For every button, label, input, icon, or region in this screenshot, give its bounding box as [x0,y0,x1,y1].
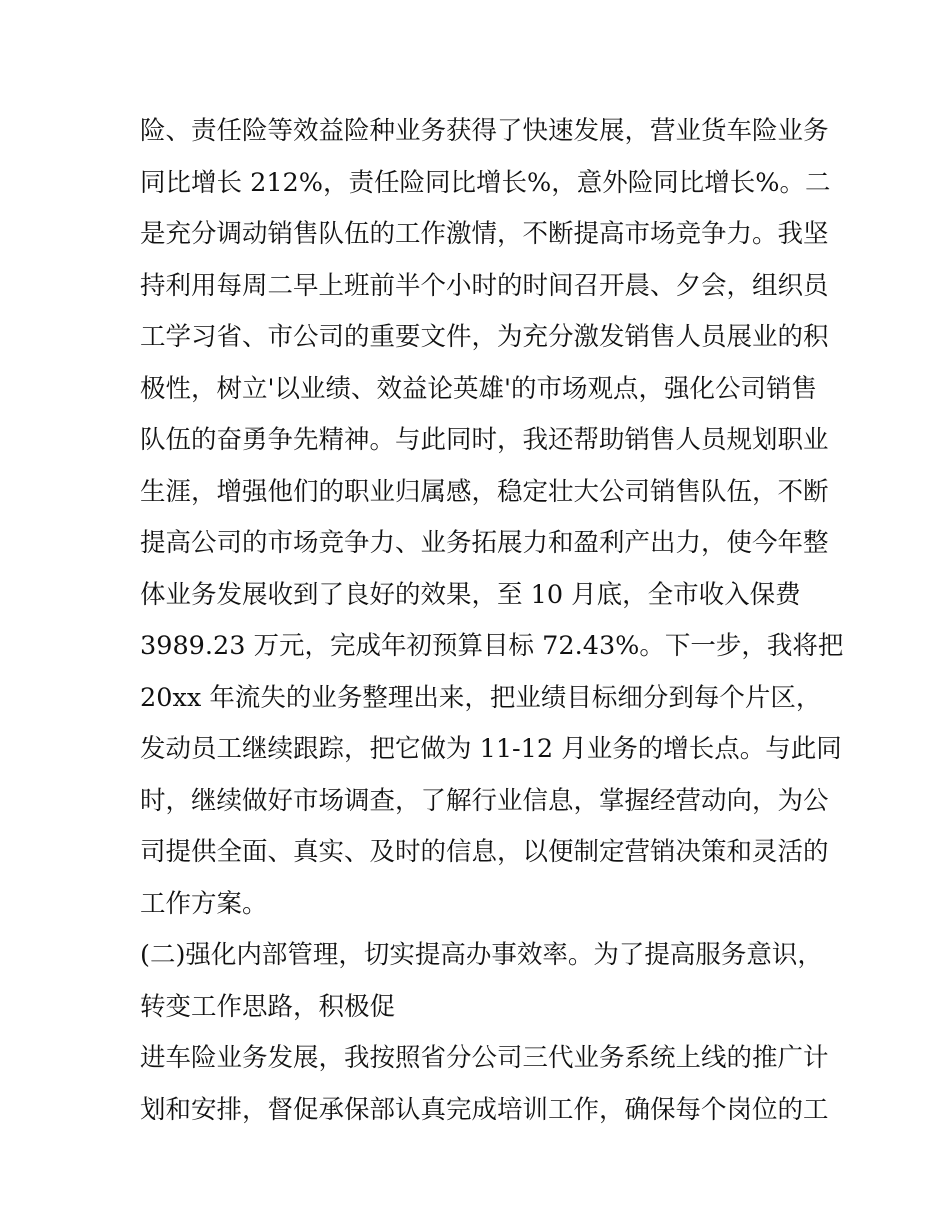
text-line: 划和安排，督促承保部认真完成培训工作，确保每个岗位的工 [140,1094,829,1125]
text-line: 队伍的奋勇争先精神。与此同时，我还帮助销售人员规划职业 [140,425,829,455]
text-line: 体业务发展收到了良好的效果，至 10 月底，全市收入保费 [140,579,801,610]
text-line: 提高公司的市场竞争力、业务拓展力和盈利产出力，使今年整 [140,528,829,558]
text-line: 司提供全面、真实、及时的信息，以便制定营销决策和灵活的 [140,837,829,867]
body-text [140,106,844,1136]
text-line: 发动员工继续跟踪，把它做为 11-12 月业务的增长点。与此同 [140,734,842,764]
text-line: 时，继续做好市场调查，了解行业信息，掌握经营动向，为公 [140,785,829,816]
text-line: 生涯，增强他们的职业归属感，稳定壮大公司销售队伍，不断 [140,476,829,507]
text-line: 工学习省、市公司的重要文件，为充分激发销售人员展业的积 [140,322,829,352]
text-line: 持利用每周二早上班前半个小时的时间召开晨、夕会，组织员 [140,270,829,301]
text-line: 是充分调动销售队伍的工作激情，不断提高市场竞争力。我坚 [140,219,829,249]
text-line: (二)强化内部管理，切实提高办事效率。为了提高服务意识， [140,940,823,970]
text-line: 转变工作思路，积极促 [140,991,396,1022]
text-line: 3989.23 万元，完成年初预算目标 72.43%。下一步，我将把 [140,631,844,661]
text-line: 20xx 年流失的业务整理出来，把业绩目标细分到每个片区， [140,682,822,713]
text-line: 进车险业务发展，我按照省分公司三代业务系统上线的推广计 [140,1043,829,1073]
text-line: 极性，树立'以业绩、效益论英雄'的市场观点，强化公司销售 [140,373,818,404]
text-line: 工作方案。 [140,888,268,919]
text-line: 险、责任险等效益险种业务获得了快速发展，营业货车险业务 [140,116,829,146]
text-line: 同比增长 212%，责任险同比增长%，意外险同比增长%。二 [140,167,831,198]
